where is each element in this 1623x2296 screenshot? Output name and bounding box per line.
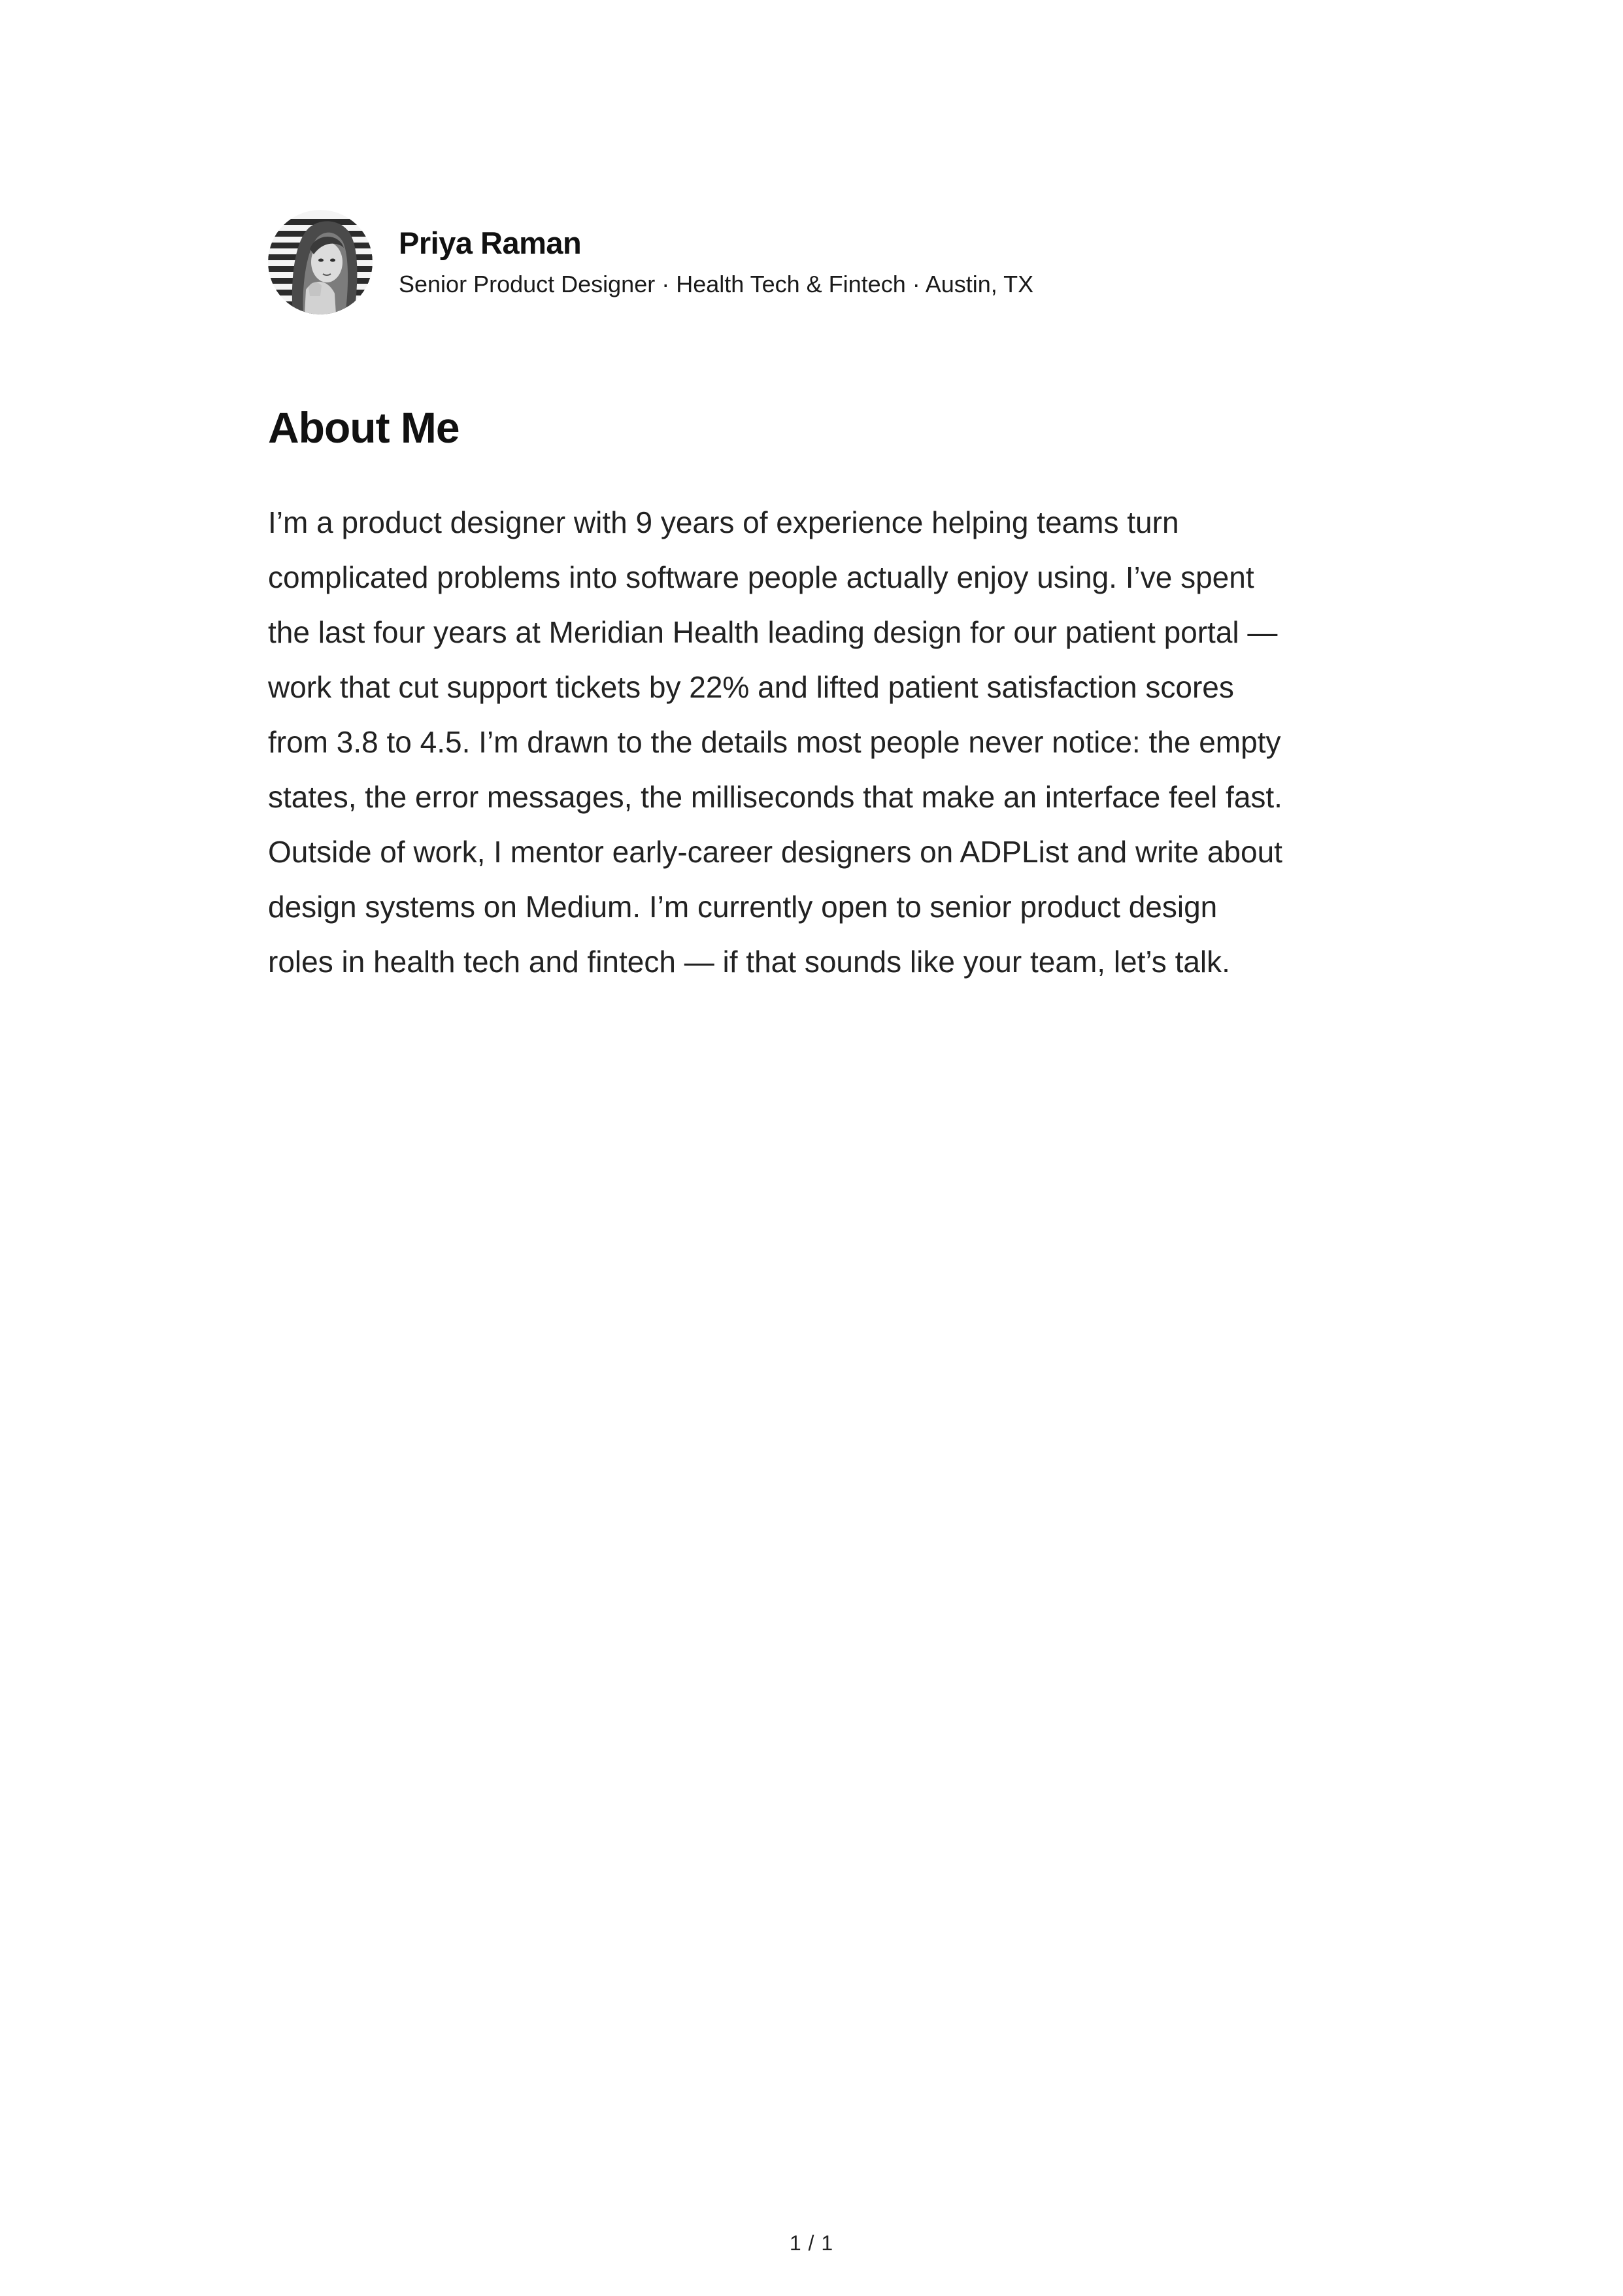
profile-identity bbox=[399, 226, 1033, 298]
profile-name: Priya Raman bbox=[399, 226, 582, 261]
avatar bbox=[268, 210, 373, 314]
profile-header bbox=[268, 209, 1033, 315]
profile-tagline: Senior Product Designer · Health Tech & Fintech · Austin, TX bbox=[399, 271, 1034, 298]
about-body: I’m a product designer with 9 years of experience helping teams turn complicated problems into software people actually enjoy using. I’ve spent the last four years at Meridian Health leading design for our patient portal — work that cut support tickets by 22% and lifted patient satisfaction scores from 3.8 to 4.5. I’m drawn to the details most people never notice: the empty states, the error messages, the milliseconds that make an interface feel fast. Outside of work, I mentor early-career designers on ADPList and write about design systems on Medium. I’m currently open to senior product design roles in health tech and fintech — if that sounds like your team, let’s talk. bbox=[268, 505, 1282, 979]
page-number: 1 / 1 bbox=[789, 2231, 834, 2255]
about-heading: About Me bbox=[268, 403, 460, 452]
